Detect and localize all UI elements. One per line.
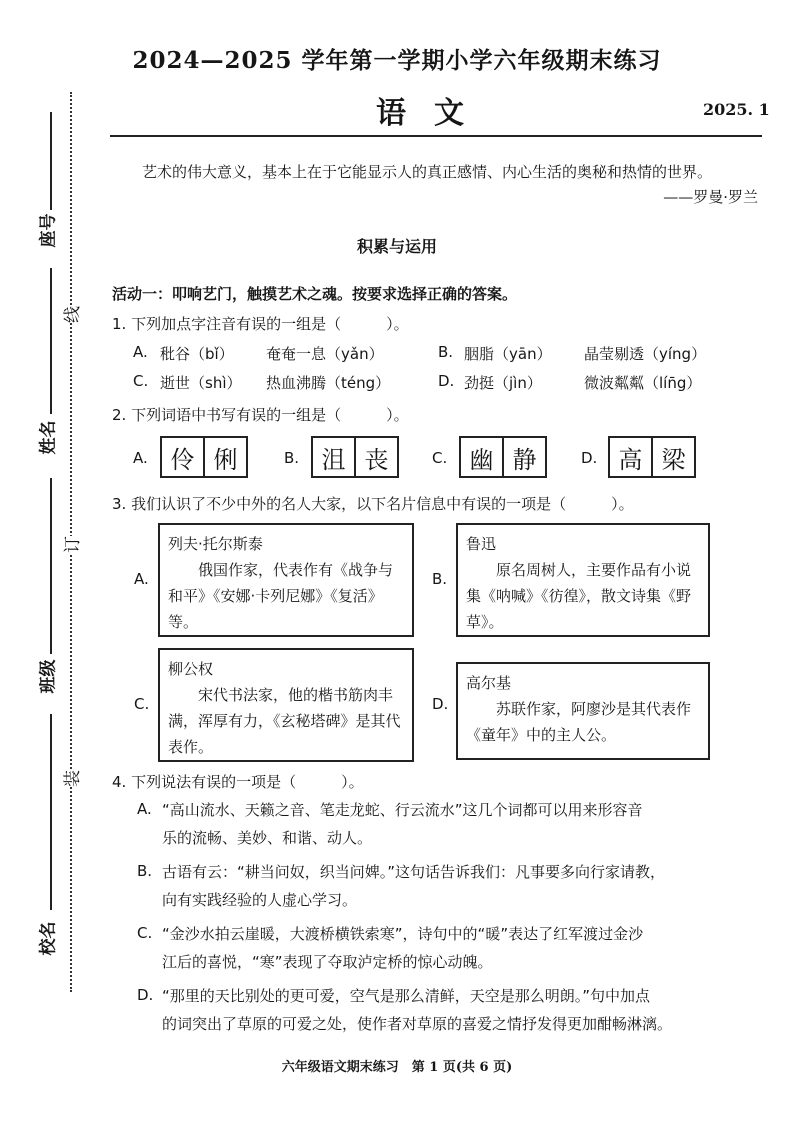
exam-title: 2024—2025 学年第一学期小学六年级期末练习 <box>132 47 662 74</box>
school-blank <box>50 714 52 910</box>
q2-d-char-1: 高 <box>618 445 643 474</box>
seal-char-xian: 线 <box>56 306 85 323</box>
q4-option-c-text <box>162 920 762 976</box>
q3-option-d-letter[interactable]: D. <box>432 695 449 713</box>
q3-card-c-desc: 宋代书法家，他的楷书筋肉丰满，浑厚有力，《玄秘塔碑》是其代表作。 <box>168 686 401 756</box>
q3-card-b-name: 鲁迅 <box>466 535 497 553</box>
page-footer: 六年级语文期末练习 第 1 页(共 6 页) <box>281 1060 513 1075</box>
q2-c-char-1: 幽 <box>469 445 494 474</box>
section-title: 积累与运用 <box>356 237 437 256</box>
seal-char-zhuang: 装 <box>56 770 85 787</box>
q2-d-char-2: 梁 <box>651 438 694 476</box>
question-1-stem: 1. 下列加点字注音有误的一组是（ ）。 <box>112 315 409 333</box>
subject-title: 语文 <box>376 96 492 131</box>
header-rule <box>110 135 762 137</box>
q4-option-a-letter[interactable]: A. <box>137 800 152 818</box>
q3-option-b-letter[interactable]: B. <box>432 570 448 588</box>
q3-card-d-name: 高尔基 <box>466 674 512 692</box>
question-2-stem: 2. 下列词语中书写有误的一组是（ ）。 <box>112 406 409 424</box>
exam-date: 2025. 1 <box>703 100 770 119</box>
q3-card-c <box>158 648 414 762</box>
name-label: 姓名 <box>38 420 59 455</box>
q2-a-char-2: 俐 <box>203 438 246 476</box>
q2-b-char-2: 丧 <box>354 438 397 476</box>
q3-option-a-letter[interactable]: A. <box>134 570 149 588</box>
q4-option-d-line1: “那里的天比别处的更可爱，空气是那么清鲜，天空是那么明朗。”句中加点 <box>162 987 651 1005</box>
q1-option-d-word2: 微波粼粼（lín̄g） <box>584 374 702 392</box>
q4-option-a-text <box>162 796 762 852</box>
q4-option-a-line2: 乐的流畅、美妙、和谐、动人。 <box>162 829 373 847</box>
q2-option-b-letter[interactable]: B. <box>284 449 300 467</box>
seal-char-ding: 订 <box>56 536 85 553</box>
q1-option-c-word1: 逝世（shì） <box>160 374 242 392</box>
epigraph-source: ——罗曼·罗兰 <box>663 188 758 206</box>
q4-option-b-line1: 古语有云：“耕当问奴，织当问婢。”这句话告诉我们：凡事要多向行家请教， <box>162 863 666 881</box>
q3-card-b-desc: 原名周树人，主要作品有小说集《呐喊》《彷徨》，散文诗集《野草》。 <box>466 561 692 631</box>
q3-card-a-name: 列夫·托尔斯泰 <box>168 535 263 553</box>
name-blank <box>50 268 52 414</box>
q3-card-b <box>456 523 710 637</box>
q4-option-c-line1: “金沙水拍云崖暖，大渡桥横铁索寒”，诗句中的“暖”表达了红军渡过金沙 <box>162 925 644 943</box>
q1-option-c-word2: 热血沸腾（téng） <box>266 374 391 392</box>
q2-option-c-box <box>459 436 547 478</box>
q1-option-a-word2: 奄奄一息（yǎn） <box>266 345 384 363</box>
q3-card-c-name: 柳公权 <box>168 660 214 678</box>
q1-option-a-word1: 秕谷（bǐ） <box>160 345 234 363</box>
q4-option-d-line2: 的词突出了草原的可爱之处，使作者对草原的喜爱之情抒发得更加酣畅淋漓。 <box>162 1015 673 1033</box>
class-blank <box>50 478 52 654</box>
q1-option-b-word2: 晶莹剔透（yíng） <box>584 345 707 363</box>
class-label: 班级 <box>38 659 59 694</box>
q2-option-c-letter[interactable]: C. <box>432 449 448 467</box>
question-4-stem: 4. 下列说法有误的一项是（ ）。 <box>112 773 364 791</box>
question-3-stem: 3. 我们认识了不少中外的名人大家，以下名片信息中有误的一项是（ ）。 <box>112 495 634 513</box>
q1-option-b-word1: 胭脂（yān） <box>464 345 552 363</box>
q3-card-a-desc: 俄国作家，代表作有《战争与和平》《安娜·卡列尼娜》《复活》等。 <box>168 561 394 631</box>
q1-option-b-letter[interactable]: B. <box>438 343 454 361</box>
q4-option-c-letter[interactable]: C. <box>137 924 153 942</box>
q3-card-a <box>158 523 414 637</box>
q4-option-b-letter[interactable]: B. <box>137 862 153 880</box>
q1-option-d-word1: 劲挺（jìn） <box>464 374 542 392</box>
epigraph-text: 艺术的伟大意义，基本上在于它能显示人的真正感情、内心生活的奥秘和热情的世界。 <box>142 163 713 181</box>
q4-option-d-text <box>162 982 762 1038</box>
q2-option-b-box <box>311 436 399 478</box>
q2-c-char-2: 静 <box>502 438 545 476</box>
seat-number-blank <box>50 112 52 210</box>
q1-option-a-letter[interactable]: A. <box>133 343 148 361</box>
seat-number-label: 座号 <box>38 213 59 248</box>
q4-option-b-text <box>162 858 762 914</box>
activity-heading: 活动一：叩响艺门，触摸艺术之魂。按要求选择正确的答案。 <box>112 285 518 303</box>
q3-option-c-letter[interactable]: C. <box>134 695 150 713</box>
school-label: 校名 <box>38 921 59 956</box>
q4-option-a-line1: “高山流水、天籁之音、笔走龙蛇、行云流水”这几个词都可以用来形容音 <box>162 801 643 819</box>
q2-option-a-box <box>160 436 248 478</box>
q3-card-d-desc: 苏联作家，阿廖沙是其代表作《童年》中的主人公。 <box>466 700 692 744</box>
q2-option-d-letter[interactable]: D. <box>581 449 598 467</box>
q2-b-char-1: 沮 <box>321 445 346 474</box>
q2-a-char-1: 伶 <box>170 445 195 474</box>
q4-option-b-line2: 向有实践经验的人虚心学习。 <box>162 891 358 909</box>
q3-card-d <box>456 662 710 760</box>
q4-option-d-letter[interactable]: D. <box>137 986 154 1004</box>
q1-option-d-letter[interactable]: D. <box>438 372 455 390</box>
q1-option-c-letter[interactable]: C. <box>133 372 149 390</box>
q2-option-d-box <box>608 436 696 478</box>
epigraph <box>112 158 758 186</box>
q4-option-c-line2: 江后的喜悦，“寒”表现了夺取泸定桥的惊心动魄。 <box>162 953 493 971</box>
q2-option-a-letter[interactable]: A. <box>133 449 148 467</box>
